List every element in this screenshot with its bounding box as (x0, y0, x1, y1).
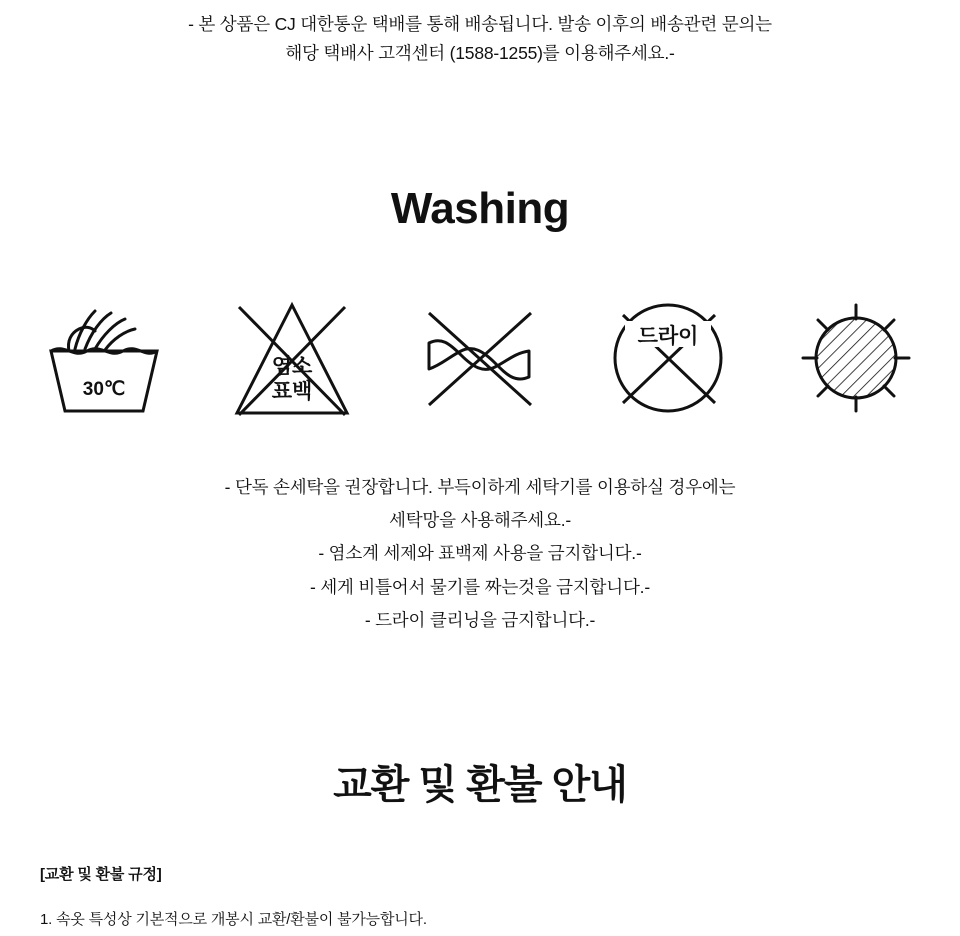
hand-wash-30c-icon (39, 293, 169, 423)
dry-clean-label: 드라이 (637, 324, 699, 348)
washing-instruction-line: - 단독 손세탁을 권장합니다. 부득이하게 세탁기를 이용하실 경우에는 (224, 476, 736, 497)
no-dry-clean-icon (603, 293, 733, 423)
shipping-notice-line: 해당 택배사 고객센터 (1588-1255)를 이용해주세요.- (285, 43, 675, 64)
refund-body (0, 863, 960, 932)
shipping-notice (0, 0, 960, 69)
washing-instruction-line: - 염소계 세제와 표백제 사용을 금지합니다.- (318, 543, 642, 564)
refund-policy-item: 1. 속옷 특성상 기본적으로 개봉시 교환/환불이 불가능합니다. (40, 911, 427, 929)
washing-instructions (0, 471, 960, 637)
washing-section-title: Washing (390, 183, 570, 233)
do-not-wring-icon (415, 293, 545, 423)
washing-symbols-row (0, 293, 960, 423)
washing-instruction-line: - 드라이 클리닝을 금지합니다.- (364, 609, 596, 630)
washing-instruction-line: - 세게 비틀어서 물기를 짜는것을 금지합니다.- (310, 576, 650, 597)
refund-policy-heading: [교환 및 환불 규정] (40, 866, 162, 884)
no-chlorine-bleach-icon (227, 293, 357, 423)
refund-section-title: 교환 및 환불 안내 (333, 763, 627, 808)
washing-instruction-line: 세탁망을 사용해주세요.- (388, 510, 571, 531)
shipping-notice-line: - 본 상품은 CJ 대한통운 택배를 통해 배송됩니다. 발송 이후의 배송관련 문의는 (188, 14, 772, 34)
dry-in-shade-icon (791, 293, 921, 423)
hand-wash-temp-label: 30℃ (82, 378, 126, 400)
bleach-label-top: 염소 (271, 354, 313, 378)
bleach-label-bottom: 표백 (271, 379, 313, 403)
